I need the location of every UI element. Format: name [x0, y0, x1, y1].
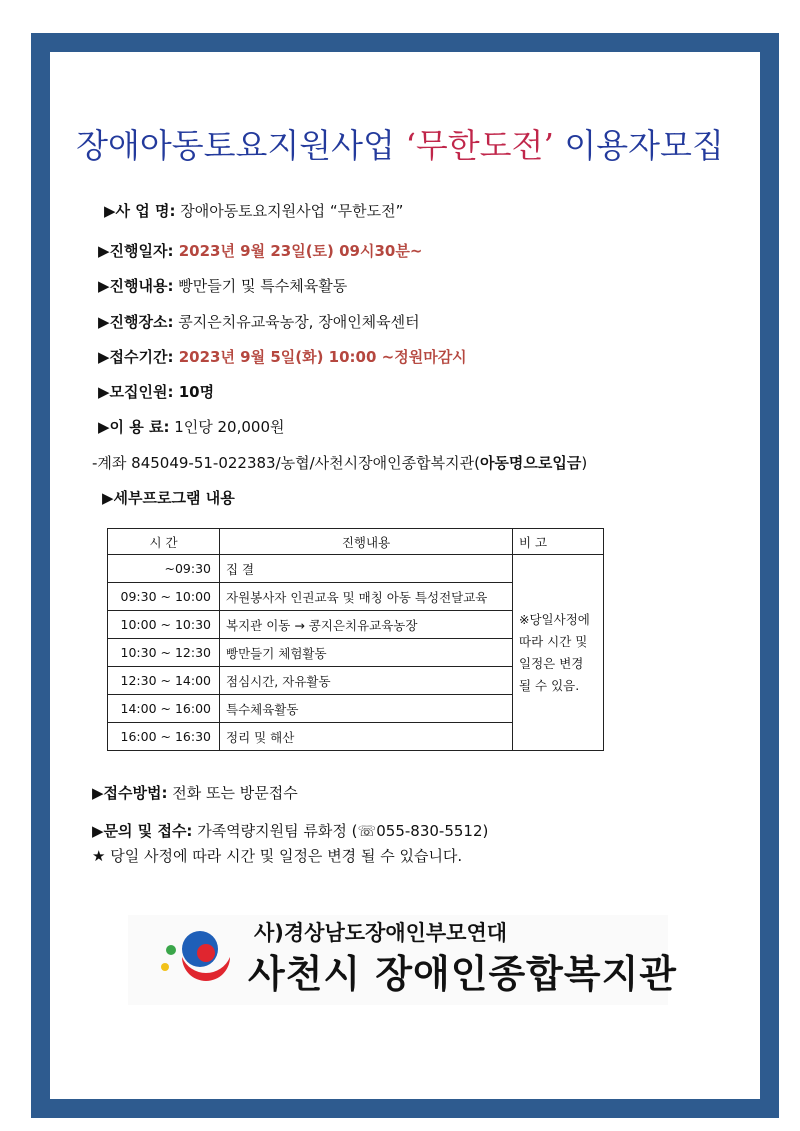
row-time: ~09:30	[108, 555, 220, 583]
info-period-value: 2023년 9월 5일(화) 10:00 ~정원마감시	[173, 348, 467, 366]
apply-method	[92, 782, 298, 803]
info-period-label: ▶접수기간:	[98, 348, 174, 366]
program-heading	[102, 487, 235, 508]
row-content: 자원봉사자 인권교육 및 매칭 아동 특성전달교육	[220, 583, 513, 611]
info-content-label: ▶진행내용:	[98, 277, 174, 295]
schedule-note: ※당일사정에 따라 시간 및 일정은 변경 될 수 있음.	[513, 555, 604, 751]
info-date-label: ▶진행일자:	[98, 242, 174, 260]
row-content: 복지관 이동 → 콩지은치유교육농장	[220, 611, 513, 639]
logo-org: 사)경상남도장애인부모연대	[254, 921, 508, 945]
info-project-value: 장애아동토요지원사업 “무한도전”	[175, 202, 404, 220]
info-project	[104, 200, 403, 221]
contact-info	[92, 820, 488, 841]
table-row	[108, 555, 604, 583]
row-content: 점심시간, 자유활동	[220, 667, 513, 695]
row-content: 정리 및 해산	[220, 723, 513, 751]
info-fee-value: 1인당 20,000원	[169, 418, 285, 436]
info-recruit	[98, 381, 214, 402]
row-time: 12:30 ~ 14:00	[108, 667, 220, 695]
contact-label: ▶문의 및 접수:	[92, 822, 193, 840]
row-time: 10:30 ~ 12:30	[108, 639, 220, 667]
notice-text: ★ 당일 사정에 따라 시간 및 일정은 변경 될 수 있습니다.	[92, 847, 463, 865]
header-content: 진행내용	[220, 529, 513, 555]
row-content: 특수체육활동	[220, 695, 513, 723]
info-account-close: )	[581, 454, 588, 472]
program-heading-text: ▶세부프로그램 내용	[102, 489, 235, 507]
page-title	[0, 120, 800, 167]
header-time: 시 간	[108, 529, 220, 555]
schedule-table	[107, 528, 604, 751]
row-content: 빵만들기 체험활동	[220, 639, 513, 667]
schedule-header-row	[108, 529, 604, 555]
header-note: 비 고	[513, 529, 604, 555]
logo-mark-icon	[138, 915, 248, 1005]
apply-value: 전화 또는 방문접수	[167, 784, 298, 802]
info-content-value: 빵만들기 및 특수체육활동	[173, 277, 348, 295]
info-recruit-label: ▶모집인원:	[98, 383, 174, 401]
info-date-value: 2023년 9월 23일(토) 09시30분~	[173, 242, 423, 260]
info-content	[98, 275, 347, 296]
info-account	[92, 452, 587, 473]
row-time: 16:00 ~ 16:30	[108, 723, 220, 751]
info-period	[98, 346, 467, 367]
info-place-value: 콩지은치유교육농장, 장애인체육센터	[173, 313, 420, 331]
info-place-label: ▶진행장소:	[98, 313, 174, 331]
title-prefix: 장애아동토요지원사업	[76, 126, 406, 165]
org-logo	[128, 915, 678, 1005]
row-time: 14:00 ~ 16:00	[108, 695, 220, 723]
info-project-label: ▶사 업 명:	[104, 202, 176, 220]
info-fee	[98, 416, 285, 437]
info-recruit-value: 10명	[173, 383, 215, 401]
row-content: 집 결	[220, 555, 513, 583]
info-place	[98, 311, 420, 332]
row-time: 10:00 ~ 10:30	[108, 611, 220, 639]
logo-name: 사천시 장애인종합복지관	[248, 952, 678, 996]
title-suffix: 이용자모집	[553, 126, 724, 165]
title-highlight: ‘무한도전’	[405, 126, 554, 165]
info-fee-label: ▶이 용 료:	[98, 418, 170, 436]
info-date	[98, 240, 422, 261]
row-time: 09:30 ~ 10:00	[108, 583, 220, 611]
info-account-text: -계좌 845049-51-022383/농협/사천시장애인종합복지관(	[92, 454, 480, 472]
contact-value: 가족역량지원팀 류화정 (☏055-830-5512)	[192, 822, 489, 840]
info-account-bold: 아동명으로입금	[479, 454, 582, 472]
apply-label: ▶접수방법:	[92, 784, 168, 802]
